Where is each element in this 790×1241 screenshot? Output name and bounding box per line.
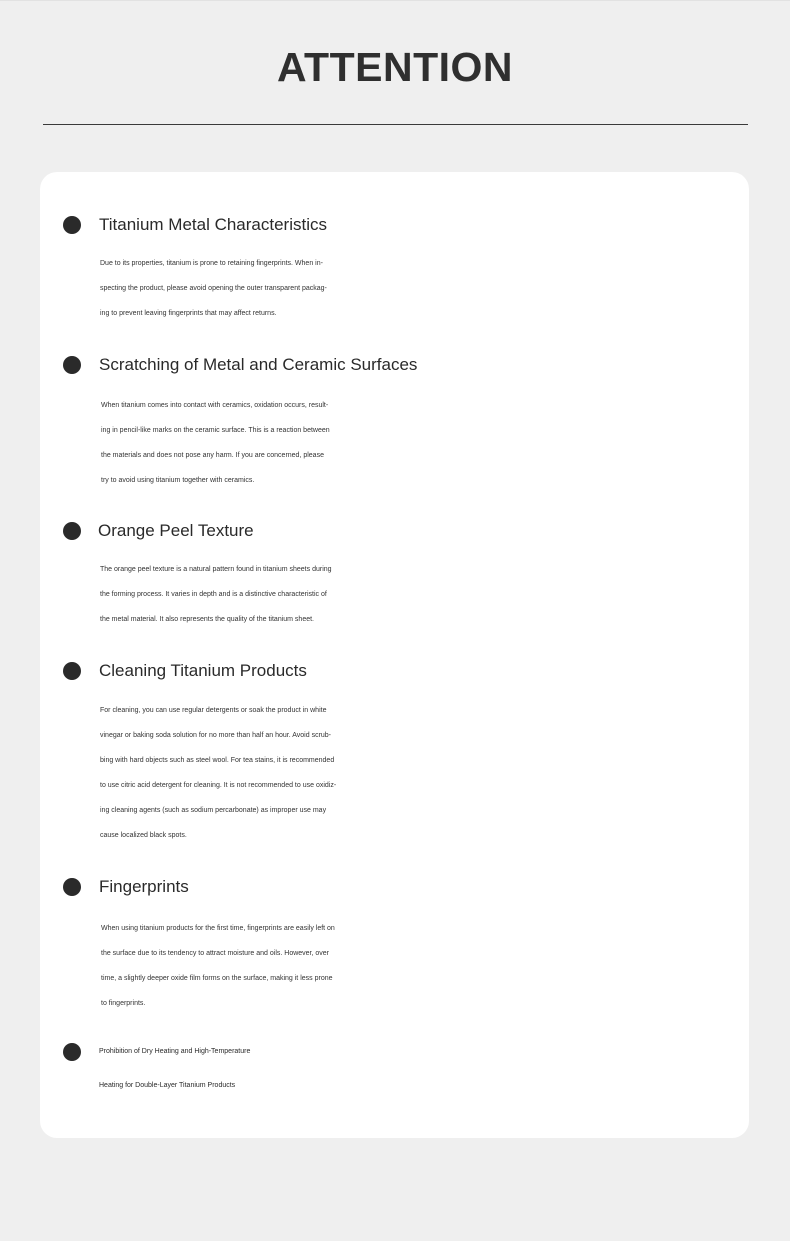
title-divider	[43, 124, 748, 125]
body-line: When titanium comes into contact with ceramics, oxidation occurs, result-	[101, 402, 329, 409]
body-line: ing to prevent leaving fingerprints that may affect returns.	[100, 310, 277, 317]
bullet-icon	[63, 662, 81, 680]
body-line: bing with hard objects such as steel wool. For tea stains, it is recommended	[100, 757, 335, 764]
bullet-icon	[63, 1043, 81, 1061]
bullet-icon	[63, 522, 81, 540]
heading-line: Prohibition of Dry Heating and High-Temperature	[99, 1048, 251, 1055]
body-line: ing cleaning agents (such as sodium percarbonate) as improper use may	[100, 807, 327, 814]
body-line: to fingerprints.	[101, 1000, 146, 1007]
body-line: cause localized black spots.	[100, 832, 187, 839]
body-line: ing in pencil-like marks on the ceramic surface. This is a reaction between	[101, 427, 330, 434]
body-line: the metal material. It also represents the quality of the titanium sheet.	[100, 616, 314, 623]
body-line: When using titanium products for the first time, fingerprints are easily left on	[101, 925, 335, 932]
body-line: the materials and does not pose any harm. If you are concerned, please	[101, 452, 324, 459]
body-line: try to avoid using titanium together with ceramics.	[101, 477, 255, 484]
body-line: the surface due to its tendency to attract moisture and oils. However, over	[101, 950, 330, 957]
page-title: ATTENTION	[276, 44, 514, 90]
body-line: vinegar or baking soda solution for no more than half an hour. Avoid scrub-	[100, 732, 332, 739]
attention-card	[40, 172, 749, 1138]
section-heading: Scratching of Metal and Ceramic Surfaces	[99, 355, 418, 374]
bullet-icon	[63, 216, 81, 234]
section-body	[100, 698, 730, 848]
heading-line: Heating for Double-Layer Titanium Products	[99, 1082, 236, 1089]
body-line: Due to its properties, titanium is prone to retaining fingerprints. When in-	[100, 260, 323, 267]
section-body	[101, 916, 731, 1016]
top-divider	[0, 0, 790, 1]
section-heading	[99, 1035, 739, 1103]
body-line: specting the product, please avoid opening the outer transparent packag-	[100, 285, 327, 292]
section-body	[100, 251, 730, 326]
section-body	[101, 393, 731, 493]
body-line: to use citric acid detergent for cleaning. It is not recommended to use oxidiz-	[100, 782, 337, 789]
section-heading: Orange Peel Texture	[98, 521, 254, 540]
section-heading: Fingerprints	[99, 877, 189, 896]
bullet-icon	[63, 878, 81, 896]
section-heading: Cleaning Titanium Products	[99, 661, 307, 680]
section-body	[100, 557, 730, 632]
body-line: The orange peel texture is a natural pattern found in titanium sheets during	[100, 566, 332, 573]
body-line: For cleaning, you can use regular detergents or soak the product in white	[100, 707, 327, 714]
section-heading: Titanium Metal Characteristics	[99, 215, 327, 234]
bullet-icon	[63, 356, 81, 374]
body-line: time, a slightly deeper oxide film forms on the surface, making it less prone	[101, 975, 333, 982]
body-line: the forming process. It varies in depth and is a distinctive characteristic of	[100, 591, 327, 598]
